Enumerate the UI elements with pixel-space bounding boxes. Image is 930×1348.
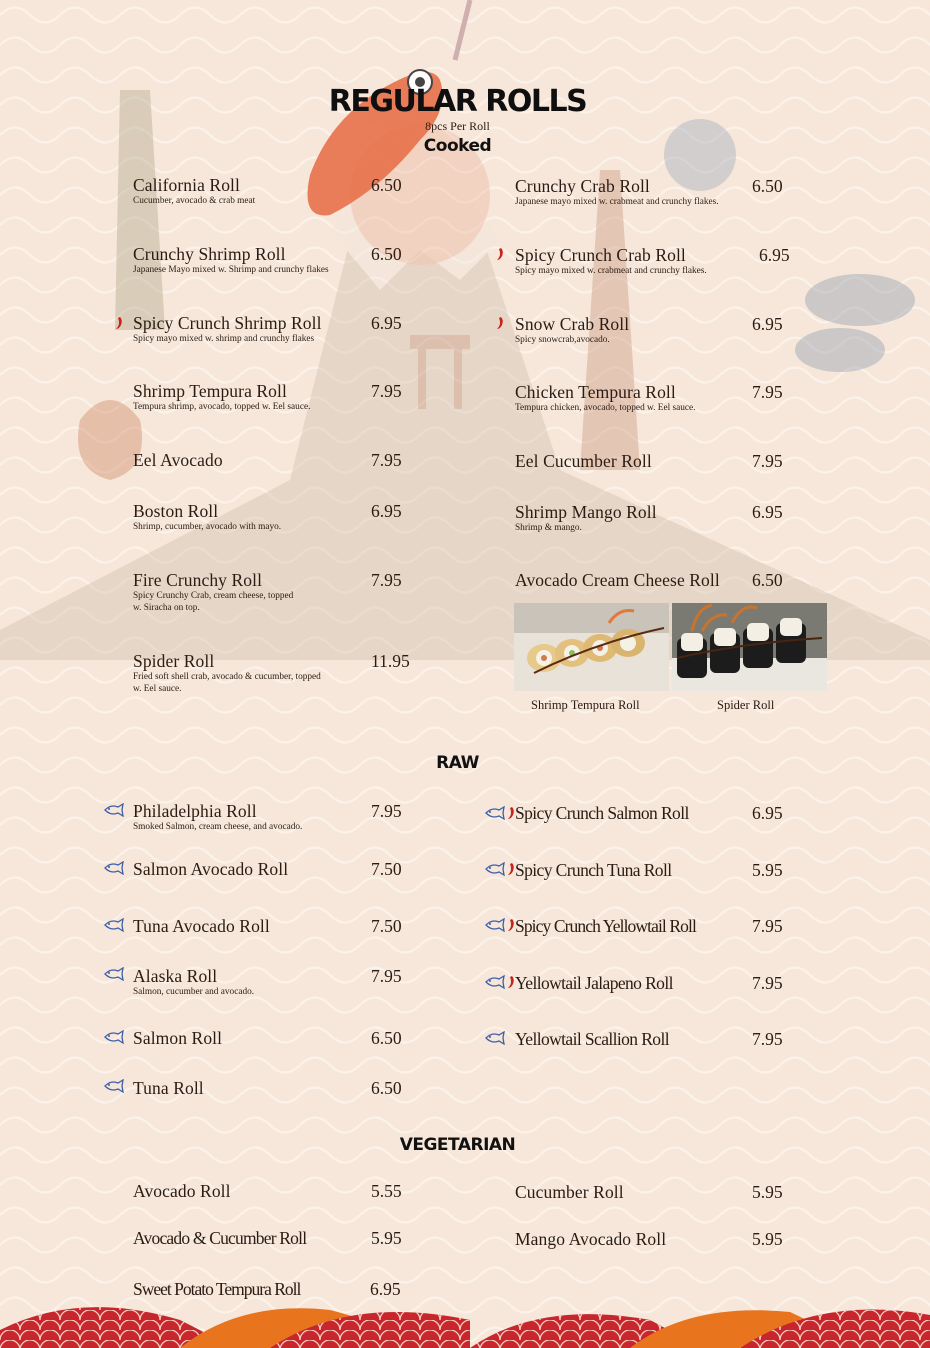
item-price: 7.95 [752, 973, 783, 993]
menu-item [133, 381, 310, 413]
fish-icon [484, 862, 506, 876]
menu-item [133, 916, 270, 936]
menu-item [133, 244, 329, 276]
menu-item [133, 1078, 204, 1098]
item-name: Spider Roll [133, 651, 215, 671]
item-name: Chicken Tempura Roll [515, 382, 676, 402]
menu-item [515, 916, 696, 936]
menu-item [133, 801, 302, 833]
chili-pepper-icon [495, 316, 505, 330]
item-desc: Shrimp & mango. [515, 523, 582, 533]
item-desc: Shrimp, cucumber, avocado with mayo. [133, 522, 282, 532]
item-price: 5.95 [752, 860, 783, 880]
item-price: 7.50 [371, 916, 402, 936]
item-name: Yellowtail Scallion Roll [515, 1029, 669, 1049]
vegetarian-heading: VEGETARIAN [399, 1135, 516, 1155]
item-name: Yellowtail Jalapeno Roll [515, 973, 673, 993]
per-roll-note: 8pcs Per Roll [425, 119, 490, 133]
item-desc: Cucumber, avocado & crab meat [133, 196, 256, 206]
menu-item [515, 245, 707, 277]
fish-icon [484, 806, 506, 820]
menu-item [133, 1181, 231, 1201]
item-name: Eel Avocado [133, 450, 223, 470]
item-price: 7.95 [752, 916, 783, 936]
item-desc: Japanese mayo mixed w. crabmeat and crunchy flakes. [515, 197, 719, 207]
shrimp-tempura-roll-photo [514, 603, 669, 691]
raw-heading: RAW [436, 753, 479, 773]
item-name: Cucumber Roll [515, 1182, 624, 1202]
photo-caption: Shrimp Tempura Roll [531, 698, 640, 712]
spider-roll-photo [672, 603, 827, 691]
fish-icon [484, 918, 506, 932]
menu-item [515, 1229, 666, 1249]
fish-icon [103, 967, 125, 981]
photo-caption: Spider Roll [717, 698, 775, 712]
item-name: Boston Roll [133, 501, 219, 521]
item-desc: Spicy mayo mixed w. shrimp and crunchy flakes [133, 334, 315, 344]
menu-item [515, 973, 673, 993]
item-name: Tuna Roll [133, 1078, 204, 1098]
item-price: 6.50 [371, 175, 402, 195]
item-price: 7.95 [371, 570, 402, 590]
page-title: REGULAR ROLLS [328, 84, 587, 119]
fish-icon [103, 918, 125, 932]
item-price: 7.95 [752, 1029, 783, 1049]
menu-item [133, 651, 328, 695]
item-name: Salmon Avocado Roll [133, 859, 289, 879]
item-name: Spicy Crunch Shrimp Roll [133, 313, 322, 333]
item-price: 6.95 [752, 803, 783, 823]
menu-item [515, 570, 720, 590]
item-price: 11.95 [371, 651, 410, 671]
item-name: Avocado & Cucumber Roll [133, 1228, 307, 1248]
item-name: Crunchy Crab Roll [515, 176, 650, 196]
chili-pepper-icon [506, 806, 516, 820]
fish-icon [484, 975, 506, 989]
item-desc: Fried soft shell crab, avocado & cucumber, topped w. Eel sauce. [133, 672, 321, 694]
item-name: Spicy Crunch Yellowtail Roll [515, 916, 696, 936]
item-price: 6.50 [371, 244, 402, 264]
item-price: 5.95 [752, 1229, 783, 1249]
item-price: 7.95 [371, 381, 402, 401]
item-name: Philadelphia Roll [133, 801, 257, 821]
item-price: 6.50 [752, 176, 783, 196]
item-desc: Salmon, cucumber and avocado. [133, 987, 255, 997]
item-price: 7.95 [371, 966, 402, 986]
fish-icon [103, 1030, 125, 1044]
item-name: Shrimp Mango Roll [515, 502, 657, 522]
fish-icon [103, 861, 125, 875]
item-name: California Roll [133, 175, 240, 195]
item-price: 6.50 [371, 1028, 402, 1048]
item-price: 7.95 [752, 382, 783, 402]
chili-pepper-icon [506, 918, 516, 932]
item-name: Spicy Crunch Salmon Roll [515, 803, 689, 823]
chili-pepper-icon [506, 862, 516, 876]
item-desc: Spicy Crunchy Crab, cream cheese, topped w. Siracha on top. [133, 591, 294, 613]
menu-item [133, 966, 254, 998]
item-price: 6.95 [371, 313, 402, 333]
item-name: Avocado Cream Cheese Roll [515, 570, 720, 590]
item-name: Eel Cucumber Roll [515, 451, 652, 471]
item-name: Tuna Avocado Roll [133, 916, 270, 936]
menu-item [515, 860, 671, 880]
item-name: Mango Avocado Roll [515, 1229, 667, 1249]
item-name: Salmon Roll [133, 1028, 223, 1048]
item-price: 6.50 [371, 1078, 402, 1098]
menu-item [133, 570, 298, 614]
item-desc: Smoked Salmon, cream cheese, and avocado. [133, 822, 303, 832]
item-name: Crunchy Shrimp Roll [133, 244, 286, 264]
item-price: 5.95 [371, 1228, 402, 1248]
menu-item [133, 1028, 222, 1048]
fish-icon [103, 803, 125, 817]
chili-pepper-icon [506, 975, 516, 989]
menu-item [515, 382, 695, 414]
fish-icon [484, 1031, 506, 1045]
menu-item [133, 501, 281, 533]
item-name: Snow Crab Roll [515, 314, 630, 334]
item-price: 7.50 [371, 859, 402, 879]
item-name: Avocado Roll [133, 1181, 231, 1201]
item-name: Shrimp Tempura Roll [133, 381, 287, 401]
menu-item [515, 803, 689, 823]
item-price: 6.95 [759, 245, 790, 265]
menu-item [515, 451, 652, 471]
item-price: 6.95 [370, 1279, 401, 1299]
menu-item [133, 859, 288, 879]
menu-item [515, 1182, 624, 1202]
item-price: 7.95 [371, 801, 402, 821]
menu-item [515, 1029, 669, 1049]
fish-icon [103, 1079, 125, 1093]
cooked-heading: Cooked [423, 136, 492, 156]
item-name: Fire Crunchy Roll [133, 570, 263, 590]
item-name: Spicy Crunch Crab Roll [515, 245, 686, 265]
item-price: 7.95 [752, 451, 783, 471]
item-price: 5.95 [752, 1182, 783, 1202]
menu-item [133, 313, 322, 345]
item-price: 6.95 [752, 502, 783, 522]
item-price: 6.50 [752, 570, 783, 590]
item-desc: Spicy mayo mixed w. crabmeat and crunchy flakes. [515, 266, 707, 276]
chili-pepper-icon [495, 247, 505, 261]
item-price: 5.55 [371, 1181, 402, 1201]
menu-item [515, 502, 657, 534]
menu-item [133, 175, 255, 207]
menu-item [133, 450, 223, 470]
item-price: 6.95 [752, 314, 783, 334]
item-desc: Tempura chicken, avocado, topped w. Eel sauce. [515, 403, 696, 413]
chili-pepper-icon [114, 316, 124, 330]
item-price: 6.95 [371, 501, 402, 521]
item-desc: Spicy snowcrab,avocado. [515, 335, 610, 345]
menu-item [515, 314, 629, 346]
menu-item [133, 1228, 306, 1248]
item-name: Alaska Roll [133, 966, 218, 986]
item-desc: Tempura shrimp, avocado, topped w. Eel sauce. [133, 402, 311, 412]
item-name: Spicy Crunch Tuna Roll [515, 860, 672, 880]
menu-item [133, 1279, 300, 1299]
item-name: Sweet Potato Tempura Roll [133, 1279, 301, 1299]
item-desc: Japanese Mayo mixed w. Shrimp and crunchy flakes [133, 265, 329, 275]
menu-item [515, 176, 719, 208]
item-price: 7.95 [371, 450, 402, 470]
